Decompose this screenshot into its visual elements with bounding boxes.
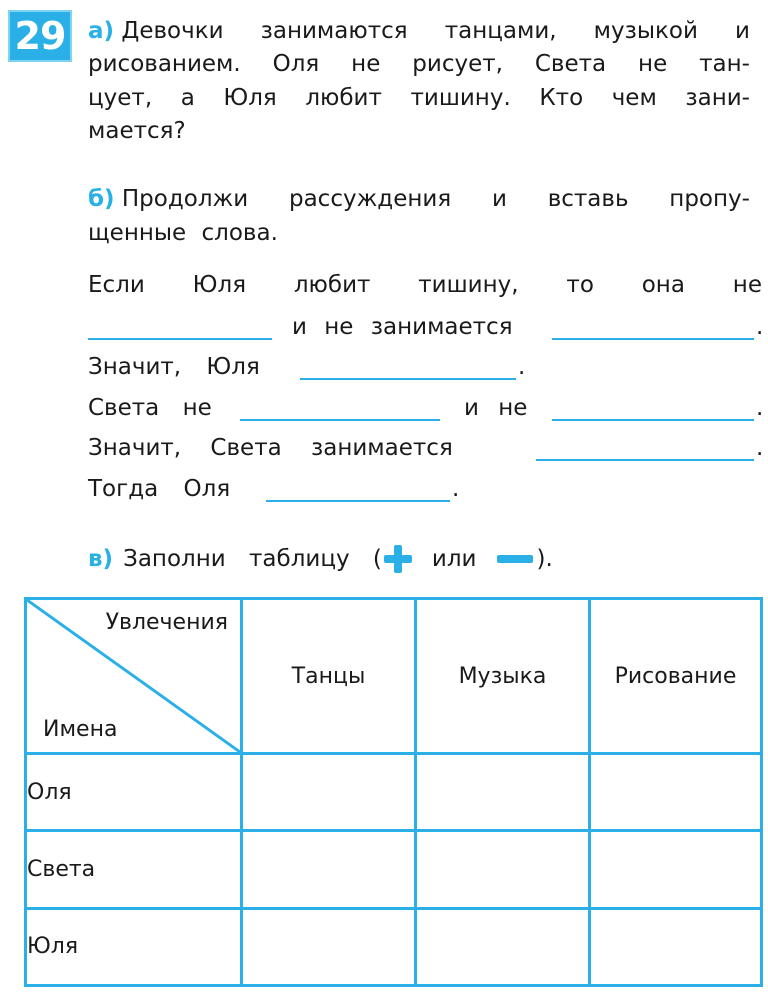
table-row: [26, 754, 762, 831]
word: вставь: [547, 186, 629, 212]
row-5-text: Значит, Света занимается: [88, 435, 453, 461]
word: не: [638, 51, 668, 77]
word: цует,: [88, 85, 153, 111]
part-a-line-2: [88, 49, 750, 79]
table-cell[interactable]: [242, 831, 416, 908]
part-a-line-1: [88, 16, 750, 46]
word: тан-: [699, 51, 750, 77]
word: Света: [534, 51, 607, 77]
row-4-text-b: и не: [464, 395, 528, 421]
period: .: [756, 435, 764, 461]
word: Девочки: [121, 18, 224, 44]
answer-blank-4[interactable]: [240, 397, 440, 421]
word: рассуждения: [288, 186, 452, 212]
word: Юля: [223, 85, 277, 111]
word: Кто: [539, 85, 584, 111]
row-6-text: Тогда Оля: [88, 476, 231, 502]
word: чем: [611, 85, 657, 111]
reasoning-row-1: [88, 270, 762, 300]
answer-blank-7[interactable]: [266, 478, 450, 502]
corner-top-label: Увлечения: [105, 610, 228, 635]
word: и: [491, 186, 507, 212]
word: и: [735, 18, 750, 44]
row-4-text-a: Света не: [88, 395, 212, 421]
column-header: Музыка: [416, 599, 590, 754]
word: занимаются: [260, 18, 408, 44]
period: .: [518, 354, 526, 380]
answer-blank-1[interactable]: [88, 316, 272, 340]
table-cell[interactable]: [416, 908, 590, 985]
word: не: [351, 51, 381, 77]
word: пропу-: [669, 186, 750, 212]
table-cell[interactable]: [416, 754, 590, 831]
answer-blank-5[interactable]: [552, 397, 754, 421]
period: .: [452, 476, 460, 502]
word: то: [566, 272, 594, 298]
table-cell[interactable]: [242, 754, 416, 831]
part-a-line-3: [88, 83, 750, 113]
table-cell[interactable]: [416, 831, 590, 908]
word: а: [180, 85, 195, 111]
instruction-text: Заполни таблицу (: [123, 546, 382, 572]
word: танцами,: [444, 18, 557, 44]
period: .: [756, 395, 764, 421]
word: тишину.: [410, 85, 511, 111]
instruction-end: ).: [536, 546, 553, 572]
task-number-badge: 29: [8, 10, 72, 62]
row-name: Света: [26, 831, 242, 908]
part-b-letter: б): [88, 186, 115, 212]
word: рисует,: [412, 51, 503, 77]
row-name: Юля: [26, 908, 242, 985]
answer-blank-6[interactable]: [536, 437, 754, 461]
table-cell[interactable]: [242, 908, 416, 985]
corner-bottom-label: Имена: [43, 717, 118, 742]
part-c-line: [88, 544, 553, 574]
table-cell[interactable]: [590, 754, 762, 831]
table-cell[interactable]: [590, 831, 762, 908]
row-2-text: и не занимается: [292, 314, 513, 340]
plus-icon: [384, 545, 412, 573]
part-a-line-4: мается?: [88, 118, 186, 144]
period: .: [756, 314, 764, 340]
row-3-text: Значит, Юля: [88, 354, 260, 380]
table-cell[interactable]: [590, 908, 762, 985]
answer-blank-3[interactable]: [300, 356, 516, 380]
column-header: Рисование: [590, 599, 762, 754]
word: любит: [293, 272, 371, 298]
row-name: Оля: [26, 754, 242, 831]
word: любит: [305, 85, 382, 111]
minus-icon: [497, 555, 533, 563]
word: она: [641, 272, 685, 298]
word: Оля: [272, 51, 320, 77]
part-c-letter: в): [88, 546, 114, 572]
part-b-line-1: [88, 184, 750, 214]
word: Юля: [192, 272, 247, 298]
word: не: [732, 272, 762, 298]
table-row: [26, 831, 762, 908]
word: Если: [88, 272, 145, 298]
word: рисованием.: [88, 51, 241, 77]
instruction-or: или: [431, 546, 477, 572]
answer-blank-2[interactable]: [552, 316, 754, 340]
word: тишину,: [418, 272, 519, 298]
answer-table: [24, 597, 763, 987]
table-row: [26, 908, 762, 985]
part-b-line-2: щенные слова.: [88, 220, 278, 246]
corner-cell: [26, 599, 242, 754]
part-a-letter: а): [88, 18, 115, 44]
word: Продолжи: [121, 186, 249, 212]
word: зани-: [685, 85, 750, 111]
column-header: Танцы: [242, 599, 416, 754]
word: музыкой: [593, 18, 698, 44]
table-header-row: [26, 599, 762, 754]
